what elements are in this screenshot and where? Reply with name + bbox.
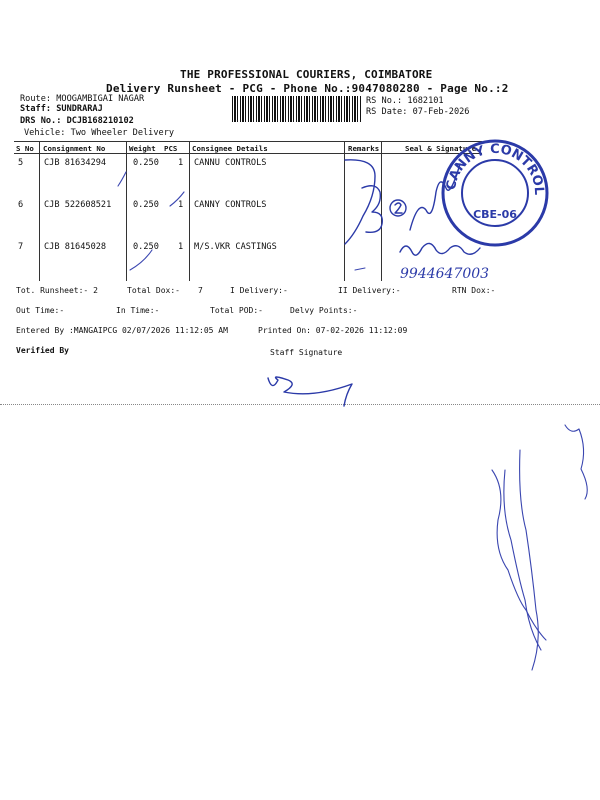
vehicle-label: Vehicle: Two Wheeler Delivery <box>24 128 175 138</box>
row-pcs: 1 <box>178 200 184 210</box>
company-stamp <box>435 127 550 248</box>
handwritten-phone: 9944647003 <box>400 266 490 282</box>
rs-date: RS Date: 07-Feb-2026 <box>366 107 470 117</box>
col-header-seal-signature: Seal & Signature <box>405 144 477 153</box>
row-consignee: CANNY CONTROLS <box>194 200 267 210</box>
row-consignee: CANNU CONTROLS <box>194 158 267 168</box>
out-time: Out Time:- <box>16 306 65 315</box>
col-header-consignment: Consignment No <box>43 144 106 153</box>
i-delivery: I Delivery:- <box>230 286 288 295</box>
col-header-sno: S No <box>16 144 34 153</box>
circled-number <box>395 203 402 213</box>
remarks-scribble <box>362 186 382 233</box>
tick-mark <box>130 250 152 270</box>
row-weight: 0.250 <box>133 242 159 252</box>
row-sno: 7 <box>18 242 24 252</box>
printed-on: Printed On: 07-02-2026 11:12:09 <box>258 326 408 335</box>
col-header-remarks: Remarks <box>348 144 380 153</box>
total-pod: Total POD:- <box>210 306 263 315</box>
staff-signature <box>268 377 352 406</box>
rtn-dox: RTN Dox:- <box>452 286 496 295</box>
col-header-weight: Weight <box>129 144 156 153</box>
rs-number: RS No.: 1682101 <box>366 96 444 106</box>
stamp-text: CANNY CONTROLS <box>435 127 547 196</box>
runsheet-title: Delivery Runsheet - PCG - Phone No.:9047080280 - Page No.:2 <box>106 82 509 95</box>
dash-mark <box>355 268 365 270</box>
margin-scribble <box>504 470 541 650</box>
staff-label: Staff: SUNDRARAJ <box>20 104 103 114</box>
margin-scribble <box>492 470 546 640</box>
tick-mark <box>170 192 184 206</box>
tot-runsheet: Tot. Runsheet:- 2 <box>16 286 98 295</box>
margin-scribble <box>565 425 587 499</box>
col-header-pcs: PCS <box>164 144 178 153</box>
delvy-points: Delvy Points:- <box>290 306 358 315</box>
ii-delivery: II Delivery:- <box>338 286 401 295</box>
remarks-scribble <box>345 160 375 244</box>
in-time: In Time:- <box>116 306 160 315</box>
stamp-sub: CBE-06 <box>473 208 517 221</box>
row-pcs: 1 <box>178 158 184 168</box>
row-pcs: 1 <box>178 242 184 252</box>
entered-by: Entered By :MANGAIPCG 02/07/2026 11:12:05 AM <box>16 326 228 335</box>
company-name: THE PROFESSIONAL COURIERS, COIMBATORE <box>180 68 433 81</box>
staff-signature-label: Staff Signature <box>270 348 343 357</box>
total-dox-value: 7 <box>198 286 203 295</box>
row-consignment: CJB 522608521 <box>44 200 112 210</box>
row-weight: 0.250 <box>133 158 159 168</box>
row-consignee: M/S.VKR CASTINGS <box>194 242 277 252</box>
col-header-consignee: Consignee Details <box>192 144 268 153</box>
drs-number: DRS No.: DCJB168210102 <box>20 116 134 126</box>
tick-mark <box>118 172 126 186</box>
margin-scribble <box>520 450 539 670</box>
row-consignment: CJB 81634294 <box>44 158 107 168</box>
route-label: Route: MOOGAMBIGAI NAGAR <box>20 94 145 104</box>
row-consignment: CJB 81645028 <box>44 242 107 252</box>
row-sno: 6 <box>18 200 24 210</box>
total-dox-label: Total Dox:- <box>127 286 180 295</box>
verified-by: Verified By <box>16 346 69 355</box>
row-sno: 5 <box>18 158 24 168</box>
row-weight: 0.250 <box>133 200 159 210</box>
